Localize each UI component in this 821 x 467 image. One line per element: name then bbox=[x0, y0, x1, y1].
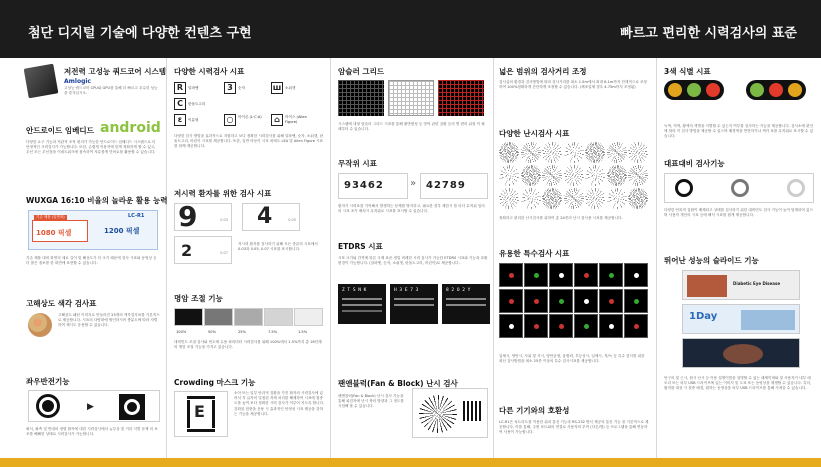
etdrs-row-line bbox=[342, 310, 382, 312]
astig-chart-tile bbox=[542, 142, 562, 163]
slide-thumbnail bbox=[741, 310, 795, 330]
chip-image bbox=[24, 64, 59, 99]
lcr1-brand: LC-R1 bbox=[128, 213, 145, 219]
amsler-grid-red bbox=[438, 80, 484, 116]
acuity-label: 0.03 bbox=[220, 218, 228, 222]
light-dot bbox=[769, 83, 783, 97]
etdrs-chart-alpha bbox=[338, 284, 386, 324]
special-chart-mark bbox=[559, 273, 564, 278]
astig-title: 다양한 난시검사 시표 bbox=[499, 129, 570, 138]
contrast-swatch bbox=[264, 308, 293, 326]
special-chart-tile bbox=[624, 314, 648, 338]
etdrs-row-line bbox=[446, 298, 486, 300]
low-vision-tile-2 bbox=[242, 203, 300, 231]
astig-chart-tile bbox=[499, 188, 519, 209]
special-desc: 입체시, 양안시, 사위 및 사시, 양안균형, 융합력, 부등상시, 입체시, 적/녹 등 특수 검사를 위한 최신 검사방법을 최소 25종 이상의 특수 검사시표를 제공합니다. bbox=[499, 354, 645, 364]
astig-chart-tile bbox=[628, 142, 648, 163]
light-dot bbox=[706, 83, 720, 97]
alphabet-chart-icon: R bbox=[174, 82, 186, 94]
column-1 bbox=[0, 58, 166, 458]
low-vision-tile-1 bbox=[174, 200, 232, 233]
landolt-ring-icon bbox=[39, 397, 57, 415]
astig-chart-tile bbox=[521, 165, 541, 186]
light-dot bbox=[668, 83, 682, 97]
special-chart-mark bbox=[634, 273, 639, 278]
amsler-grid-light bbox=[388, 80, 434, 116]
special-chart-mark bbox=[584, 273, 589, 278]
astig-chart-tile bbox=[521, 142, 541, 163]
column-5 bbox=[656, 58, 821, 458]
random-number: 93462 bbox=[344, 180, 384, 191]
landolt-ring-icon bbox=[675, 179, 693, 197]
traffic-light-1 bbox=[664, 80, 724, 100]
special-chart-mark bbox=[534, 299, 539, 304]
astig-chart-tile bbox=[607, 188, 627, 209]
distance-title: 넓은 범위의 검사거리 조정 bbox=[499, 67, 587, 76]
fanblock-chart-image bbox=[412, 388, 488, 438]
slide-frame bbox=[682, 304, 800, 334]
astig-chart-tile bbox=[607, 142, 627, 163]
etdrs-row-line bbox=[394, 298, 434, 300]
special-chart-tile bbox=[574, 289, 598, 313]
random-title: 무작위 시표 bbox=[338, 159, 377, 168]
slide-frame bbox=[682, 338, 800, 368]
acuity-label: 0.05 bbox=[288, 218, 296, 222]
digit-glyph: 2 bbox=[181, 241, 193, 260]
special-chart-mark bbox=[534, 273, 539, 278]
bottom-accent-bar bbox=[0, 458, 821, 467]
etdrs-row-line bbox=[394, 304, 434, 306]
special-chart-tile bbox=[499, 289, 523, 313]
special-chart-mark bbox=[584, 299, 589, 304]
mirror-image bbox=[28, 390, 160, 422]
crowding-bar-bottom bbox=[187, 429, 215, 432]
pct-label: 1.5% bbox=[298, 330, 308, 334]
color-test-title: 고해상도 색각 검사표 bbox=[26, 299, 97, 308]
res-1080-label: 1080 픽셀 bbox=[36, 229, 72, 237]
color-test-desc: 고해상도 패턴 이미지로 만들어진 25개의 색각검사표를 기본적으로 제공합니다. 시표의 다양화에 할인하시어 충분도에 따라 자별하여 제시도 응용할 수 있습니다. bbox=[58, 313, 160, 328]
opt-number: 숫자 bbox=[238, 86, 245, 90]
astig-desc: 정확하고 편리한 난시검사를 위하여 총 24종의 난시 검사용 시표를 제공합니다. bbox=[499, 216, 623, 220]
special-chart-tile bbox=[549, 263, 573, 287]
resolution-image bbox=[28, 210, 158, 250]
mirror-title: 좌우반전기능 bbox=[26, 377, 70, 386]
astig-chart-tile bbox=[542, 165, 562, 186]
column-4 bbox=[493, 58, 656, 458]
astig-chart-tile bbox=[564, 142, 584, 163]
fanblock-title: 팬앤블럭(Fan & Block) 난시 검사 bbox=[338, 379, 458, 388]
special-chart-tile bbox=[574, 314, 598, 338]
pct-label: 100% bbox=[176, 330, 187, 334]
android-title: 안드로이드 임베디드 bbox=[26, 126, 94, 135]
astig-chart-tile bbox=[585, 188, 605, 209]
contrast-title: 대표대비 검사기능 bbox=[664, 159, 725, 168]
top-banner bbox=[0, 0, 821, 58]
opt-lea: 아이콘 (L·C·A) bbox=[238, 115, 262, 119]
special-chart-tile bbox=[599, 314, 623, 338]
lights-title: 3색 식별 시표 bbox=[664, 67, 711, 76]
slides-title: 뛰어난 성능의 슬라이드 기능 bbox=[664, 256, 759, 265]
special-chart-tile bbox=[524, 289, 548, 313]
etdrs-row: Z T S N K bbox=[342, 288, 367, 293]
distance-desc: 검사실의 환경과 검사방법에 따라 검사거리를 최소 1.5m에서 최대 6.1m까지 단계적으로 조정하여 100%정확하게 간단하게 조정할 수 있습니다. (제조업체 경우 4.75m까지 조정됨) bbox=[499, 80, 647, 90]
legacy-tag: 기존 제품 (일반표) bbox=[36, 215, 65, 219]
special-chart-tile bbox=[524, 314, 548, 338]
special-chart-tile bbox=[574, 263, 598, 287]
traffic-light-2 bbox=[746, 80, 806, 100]
special-chart-mark bbox=[634, 324, 639, 329]
opt-binary: 이분형 bbox=[188, 118, 199, 122]
etdrs-chart-number bbox=[390, 284, 438, 324]
low-vision-desc: 저시력 환자를 검사하기 위해 모든 종류의 시표에서 0.03과 0.05, 0.07 시표를 표시합니다. bbox=[238, 242, 318, 252]
digit-glyph: 4 bbox=[257, 204, 273, 229]
landolt-ring-icon bbox=[124, 399, 140, 415]
astig-chart-tile bbox=[628, 165, 648, 186]
brightness-title: 명암 조절 기능 bbox=[174, 294, 223, 303]
various-charts-desc: 다양한 검사 방법을 효과적으로 지원하고 보다 정확한 시력검사를 위해 알파벳, 숫자, 소쉬겟, 란돌트고리, 어린이 시표를 제공합니다. 또한, 일반 아동이 시표 외에도 LEA 및 Allen Figure 시표를 함께 제공합니다. bbox=[174, 134, 324, 149]
random-chart-1 bbox=[338, 173, 408, 199]
etdrs-row: 8 2 O 2 Y bbox=[446, 288, 471, 293]
low-vision-tile-3 bbox=[174, 236, 232, 264]
android-desc: 다양한 요구 기능과 직관적 조작 편리가 가능한 안드로이드 임베디드 시스템으로 더 안정적인 시력검사가 가능합니다. 또한, 손쉽게 이용자에 맞게 정확하게 할 수 있고, 우선 모는 우선점을 이네트워크에 접속하여 자유롭게 단어로를 활용할 수 있습니다. bbox=[26, 140, 156, 155]
column-3 bbox=[330, 58, 493, 458]
brightness-desc: 대비민도 조절 검사와 빈도에 수용 파라미터 시력검사를 위해 100%에서 1.5%까지 총 18단계의 명암 조절 기능을 가지고 있습니다. bbox=[174, 340, 322, 350]
special-chart-tile bbox=[599, 289, 623, 313]
astig-chart-tile bbox=[564, 188, 584, 209]
etdrs-title: ETDRS 시표 bbox=[338, 242, 383, 251]
contrast-strip bbox=[174, 308, 324, 328]
slide-frame bbox=[682, 270, 800, 300]
special-chart-mark bbox=[509, 324, 514, 329]
fanblock-desc: 팬앤블럭(Fan & Block) 난시 검사 기능을 통해 피검자에 난시 축의 방향과 그 정도를 시험해 볼 수 있습니다. bbox=[338, 394, 404, 409]
special-chart-grid bbox=[499, 263, 649, 339]
mirror-desc: 좌식, 좌측 및 반대의 정렬 환자에 대한 시력검사에서 뉴부상 및 거리 식별 문제 의 보조를 해해한 상태로 시력검사가 가능합니다. bbox=[26, 427, 158, 437]
amsler-title: 암슬러 그리드 bbox=[338, 67, 385, 76]
special-chart-tile bbox=[499, 314, 523, 338]
banner-right-title: 빠르고 편리한 시력검사의 표준 bbox=[620, 26, 797, 41]
landolt-c-icon: C bbox=[174, 98, 186, 110]
random-desc: 환자가 시력표를 기억해서 발생하는 문제를 방지하고, 필요한 경우 제한시 를 마다 무작위 임의의 시표 조가 배치시 무작위로 시표를 표시할 수 있습니다. bbox=[338, 204, 485, 214]
contrast-swatch bbox=[294, 308, 323, 326]
random-chart-2 bbox=[420, 173, 488, 199]
digit-glyph: 9 bbox=[178, 200, 198, 233]
astig-chart-tile bbox=[628, 188, 648, 209]
lights-desc: 녹색, 적색, 황색의 색별을 식별할 수 있는지 여부를 검사하는 기능을 제공합니다. 검사소에 편인에 따라 이 검사 방법을 제공할 수 있으며 배경색을 반전하거나 색각 표를 무작위로 표시할 수 있습니다. bbox=[664, 124, 814, 139]
arrow-icon: » bbox=[410, 178, 417, 189]
special-chart-tile bbox=[624, 289, 648, 313]
astig-chart-tile bbox=[585, 165, 605, 186]
quad-core-desc: 고성능 쿼드코어 CPU와 GPU를 통해 더 빠르고 우수한 성능을 즐겨십시오. bbox=[64, 86, 158, 96]
special-chart-tile bbox=[624, 263, 648, 287]
crowding-image bbox=[174, 391, 228, 437]
contrast-chart-image bbox=[664, 173, 814, 203]
contrast-swatch bbox=[234, 308, 263, 326]
astig-chart-tile bbox=[564, 165, 584, 186]
opt-allen: 아이스 (Allen Figure) bbox=[285, 115, 307, 124]
eye-image bbox=[723, 344, 763, 364]
astig-chart-tile bbox=[542, 188, 562, 209]
light-dot bbox=[788, 83, 802, 97]
various-charts-title: 다양한 시력검사 시표 bbox=[174, 67, 245, 76]
crowding-desc: 소아 또는 일부 안과적 질환을 가진 환자의 시력검사에 있어서 각 글자의 밀집된 저세 처리를 해제하여 시표에 집중도를 높여 보다 정확한 시력 검사가 이루어 지도록 합니다. 강화된 집중을 응용 시 효과적인 안정성 시표 제공을 강하는 기능을 제공합니다. bbox=[234, 391, 325, 416]
light-dot bbox=[750, 83, 764, 97]
special-chart-mark bbox=[559, 324, 564, 329]
slide-thumbnail bbox=[687, 275, 727, 297]
contrast-swatch bbox=[174, 308, 203, 326]
opt-tumbling-e: 소쉬겟 bbox=[285, 86, 296, 90]
special-chart-tile bbox=[549, 314, 573, 338]
allen-figure-icon: ⌂ bbox=[271, 114, 283, 126]
opt-alphabet: 알파벳 bbox=[188, 86, 199, 90]
astig-chart-tile bbox=[585, 142, 605, 163]
random-number: 42789 bbox=[426, 180, 466, 191]
etdrs-row-line bbox=[446, 304, 486, 306]
special-chart-mark bbox=[609, 324, 614, 329]
special-chart-tile bbox=[524, 263, 548, 287]
landolt-ring-icon bbox=[787, 179, 805, 197]
slides-desc: 안구의 및 근시, 원시 난시 등 이용 설명이법을 설명할 수 있는 매체이며와 및 사용자가 내부 메모리 또는 외부 USB 드라이브에 있는 이미지 및 도표 또는 동영상을 재생할 수 있습니다. 특히, 환자를 대상 시 집중 배경, 원하는 동영상을 외부 USB 드라이브를 통해 가져올 수 있습니다. bbox=[664, 376, 812, 391]
column-2 bbox=[166, 58, 330, 458]
etdrs-chart-mixed bbox=[442, 284, 490, 324]
special-chart-mark bbox=[509, 299, 514, 304]
special-chart-mark bbox=[634, 299, 639, 304]
crowding-glyph: E bbox=[194, 402, 205, 421]
astig-chart-tile bbox=[521, 188, 541, 209]
special-chart-mark bbox=[534, 324, 539, 329]
landolt-ring-icon bbox=[731, 179, 749, 197]
fan-chart-icon bbox=[419, 395, 457, 433]
special-chart-mark bbox=[509, 273, 514, 278]
android-logo: android bbox=[100, 120, 161, 136]
quad-core-title: 저전력 고성능 쿼드코어 시스템 bbox=[64, 67, 167, 76]
slide-tag: 1Day bbox=[689, 311, 718, 322]
ishihara-plate-image bbox=[28, 313, 52, 337]
crowding-bar-top bbox=[187, 396, 215, 399]
binary-chart-icon: ε bbox=[174, 114, 186, 126]
amlogic-logo: Amlogic bbox=[64, 78, 91, 85]
tumbling-e-icon: ш bbox=[272, 83, 282, 92]
slide-caption: Diabetic Eye Disease bbox=[733, 281, 781, 286]
opt-landolt: 란돌트고리 bbox=[188, 102, 206, 106]
number-chart-icon: 3 bbox=[224, 82, 236, 94]
etdrs-row: H 3 E 7 3 bbox=[394, 288, 419, 293]
banner-left-title: 첨단 디지털 기술에 다양한 컨텐츠 구현 bbox=[28, 26, 252, 41]
astig-chart-tile bbox=[499, 165, 519, 186]
res-1200-label: 1200 픽셀 bbox=[104, 227, 140, 235]
etdrs-desc: 시표 크기와 간격에 따른 국제 표준 정밀 비례한 시력 검사가 가능한 ETDRS 시표와 기능과 호환 변경이 가능합니다. (알파벳, 숫자, 소쉬겟, 란돌트고리, 어린이)로 제공합니다. bbox=[338, 256, 488, 266]
contrast-desc: 다양한 안과적 질환이 배제되고 상태를 검사하기 위한 대비민도 검사 기능이 높이 탑재되어 있으며 사용자 개인의 시표 등에 해석 시표를 쉽게 제공합니다. bbox=[664, 208, 814, 218]
special-chart-tile bbox=[499, 263, 523, 287]
mirrored-chart-image bbox=[119, 394, 145, 420]
wuxga-title: WUXGA 16:10 비율의 놀라운 활용 능력 bbox=[26, 196, 168, 205]
crowding-title: Crowding 마스크 기능 bbox=[174, 378, 256, 387]
astig-chart-tile bbox=[499, 142, 519, 163]
lea-icon: ○ bbox=[224, 114, 236, 126]
special-chart-mark bbox=[559, 299, 564, 304]
etdrs-row-line bbox=[342, 304, 382, 306]
acuity-label: 0.07 bbox=[220, 251, 228, 255]
special-chart-mark bbox=[609, 299, 614, 304]
compat-desc: LC-R1은 차트리트를 이용한 위치 통신 기능과 RS-232 방식 제공의 통신 기능 을 기본적으로 제공합니다. 이를 통해, 주변 포트와의 연결로 사용자의 부여 (다른/별) 등 프로그램을 통해 연동하여 사용이 가능합니다. bbox=[499, 420, 649, 435]
slide-stack-image bbox=[682, 270, 800, 370]
amsler-grid-dark bbox=[338, 80, 384, 116]
amsler-desc: 시스템에 대형 암슬러 그리드 시표를 통해 황반변성 등 망막 관련 질환 등의 병 변의 위험 이 될 때부터 수 있습니다. bbox=[338, 122, 485, 132]
special-chart-tile bbox=[599, 263, 623, 287]
block-chart-icon bbox=[463, 401, 483, 421]
astigmatism-chart-grid bbox=[499, 142, 649, 210]
compat-title: 다른 기기와의 호환성 bbox=[499, 406, 570, 415]
etdrs-row-line bbox=[342, 298, 382, 300]
special-chart-mark bbox=[609, 273, 614, 278]
contrast-swatch bbox=[204, 308, 233, 326]
wuxga-desc: 기존 제품 대비 화면의 세로 길이 및 해상도가 더 크기 때문에 검사 시표와 동영상 등 더 많은 정보를 한 화면에 표현할 수 있습니다. bbox=[26, 256, 157, 266]
special-chart-tile bbox=[549, 289, 573, 313]
special-title: 유용한 특수검사 시표 bbox=[499, 249, 570, 258]
pct-label: 50% bbox=[208, 330, 216, 334]
special-chart-mark bbox=[584, 324, 589, 329]
low-vision-title: 저시력 환자를 위한 검사 시표 bbox=[174, 189, 272, 198]
pct-label: 25% bbox=[238, 330, 246, 334]
light-dot bbox=[687, 83, 701, 97]
pct-label: 7.5% bbox=[268, 330, 278, 334]
arrow-icon: ▶ bbox=[87, 402, 94, 412]
astig-chart-tile bbox=[607, 165, 627, 186]
